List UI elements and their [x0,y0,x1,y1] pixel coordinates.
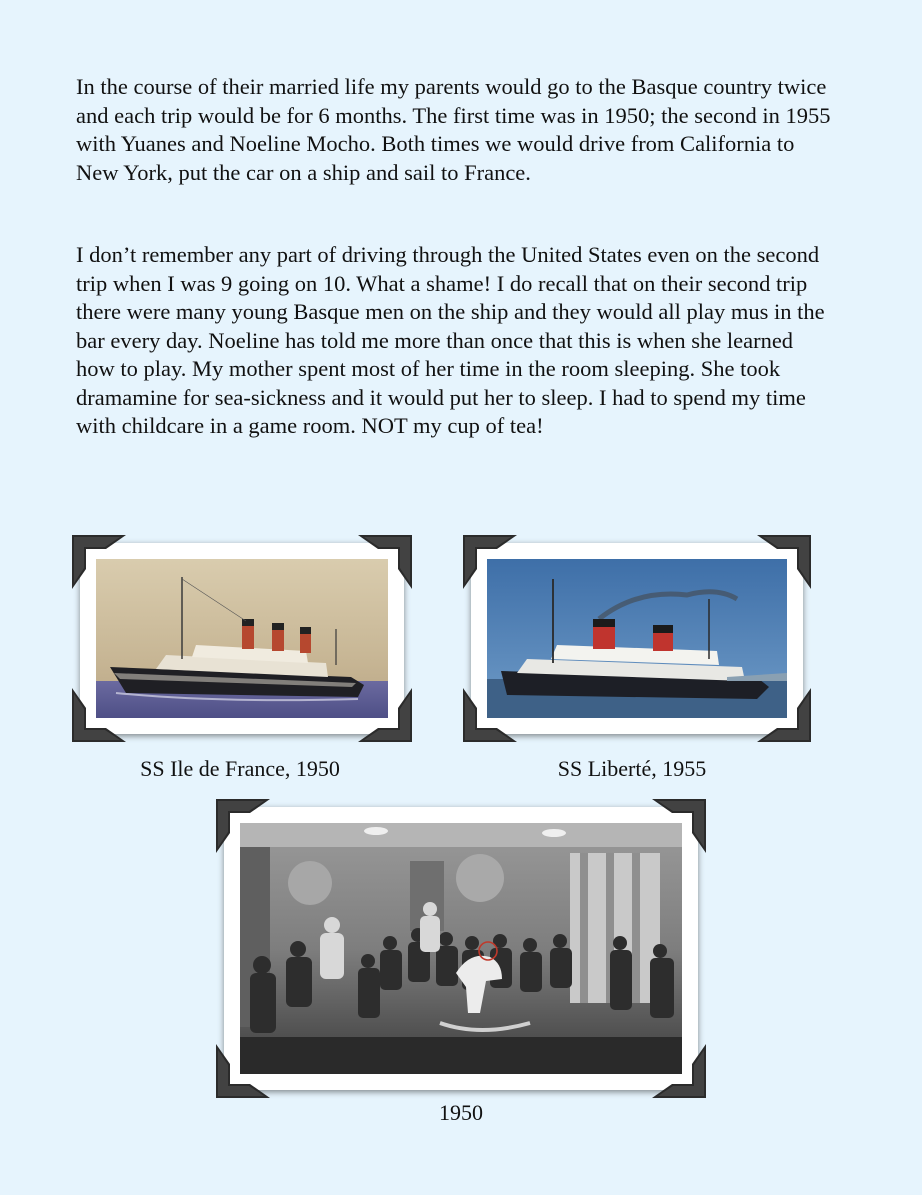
photo-frame-liberte [471,543,803,734]
photo-liberte [487,559,787,718]
caption-game-room: 1950 [439,1100,483,1125]
photo-frame-ile-de-france [80,543,404,734]
caption-liberte: SS Liberté, 1955 [557,756,707,781]
paragraph-trips: In the course of their married life my parents would go to the Basque country twice and each trip would be for 6 months. The first time was in 1950; the second in 1955 with Yuanes and Noeline Mocho. Both times we would drive from California to New York, put the car on a ship and sail to France. [76,74,831,185]
photo-frame-game-room [224,807,698,1090]
caption-ile-de-france: SS Ile de France, 1950 [140,756,340,781]
photo-game-room [240,823,682,1074]
paragraph-memories: I don’t remember any part of driving through the United States even on the second trip when I was 9 going on 10. What a shame! I do recall that on their second trip there were many young Basque men on the ship and they would all play mus in the bar every day. Noeline has told me more than once that this is when she learned how to play. My mother spent most of her time in the room sleeping. She took dramamine for sea-sickness and it would put her to sleep. I had to spend my time with childcare in a game room. NOT my cup of tea! [76,242,825,438]
photo-ile-de-france [96,559,388,718]
